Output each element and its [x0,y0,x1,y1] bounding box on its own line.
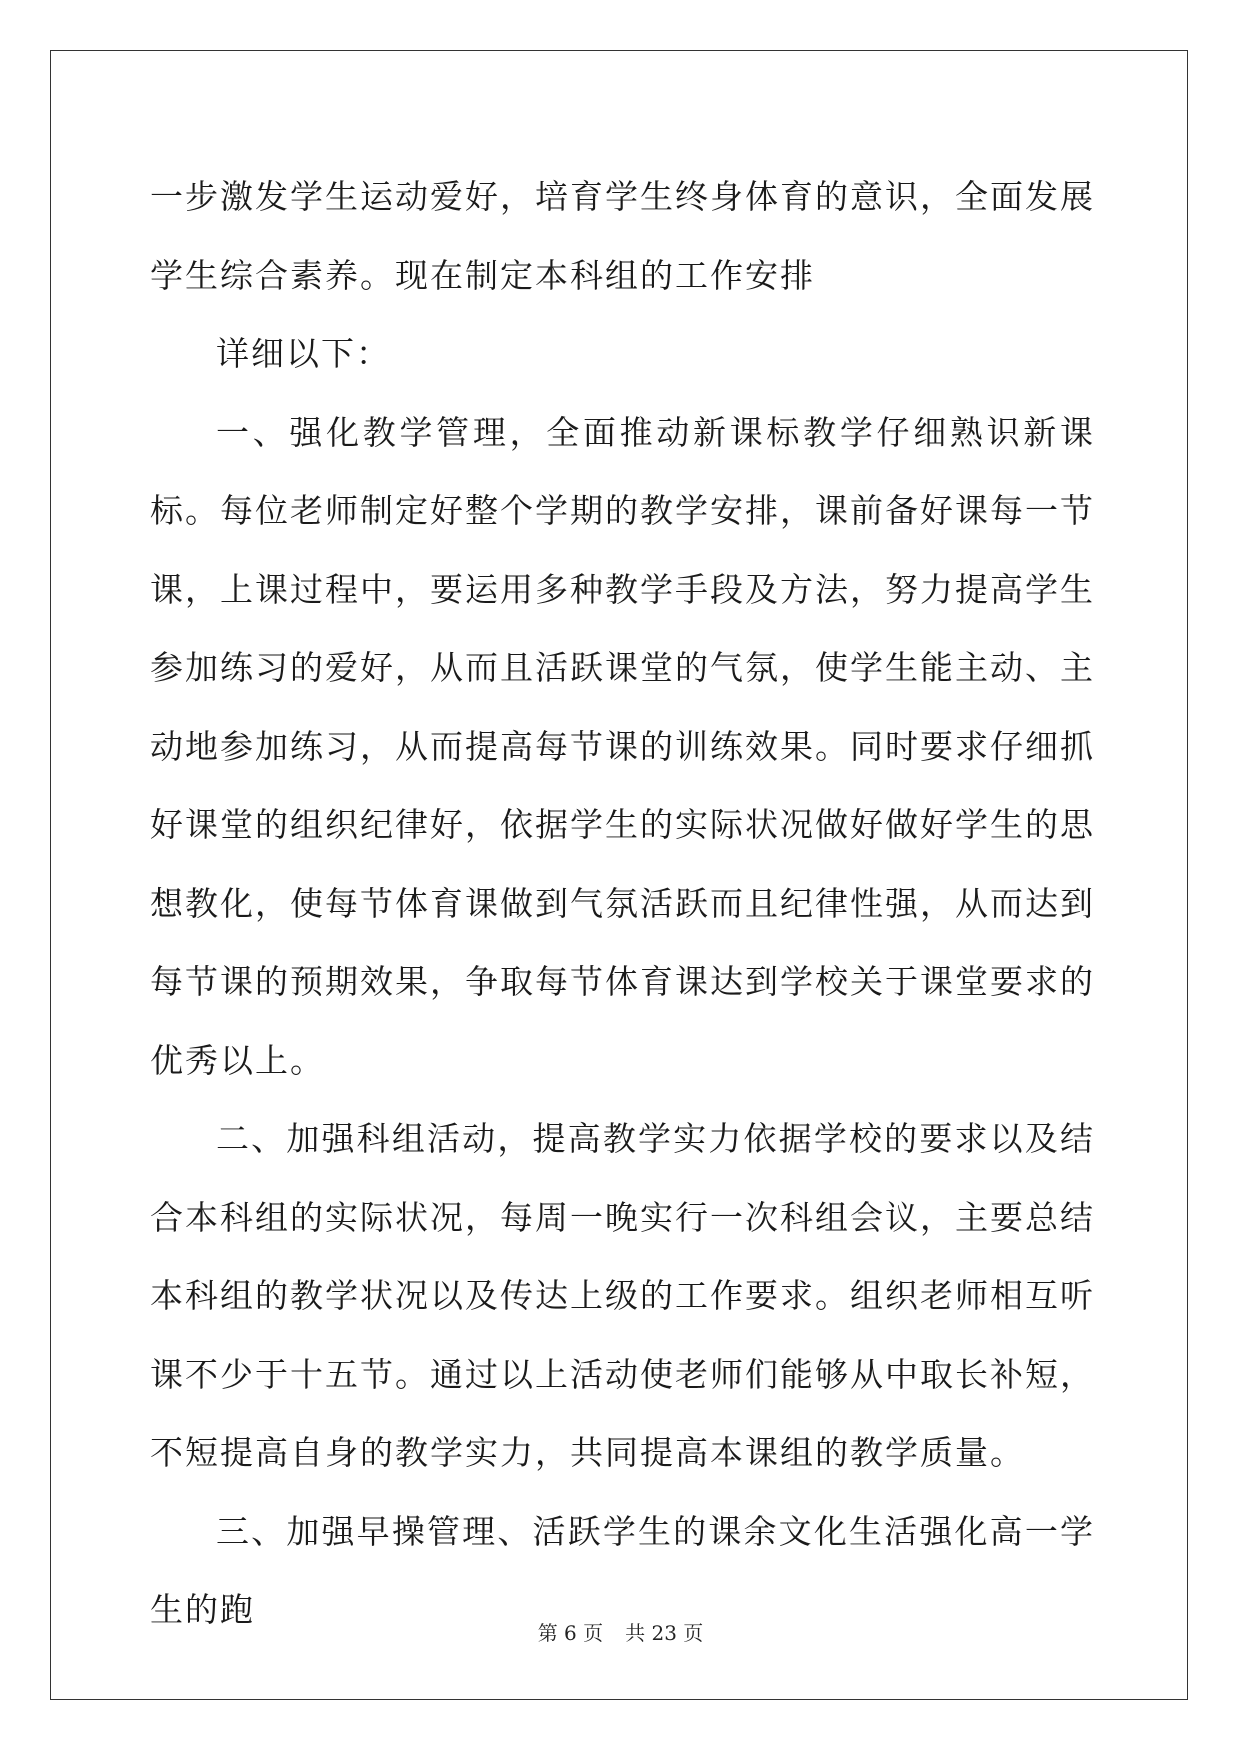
paragraph: 一步激发学生运动爱好，培育学生终身体育的意识，全面发展学生综合素养。现在制定本科组的工作安排 [150,177,1095,295]
document-body [150,158,1095,1650]
paragraph: 详细以下： [216,334,391,373]
page-footer [0,1617,1241,1646]
paragraph: 二、加强科组活动，提高教学实力依据学校的要求以及结合本科组的实际状况，每周一晚实行一次科组会议，主要总结本科组的教学状况以及传达上级的工作要求。组织老师相互听课不少于十五节。通过以上活动使老师们能够从中取长补短，不短提高自身的教学实力，共同提高本课组的教学质量。 [150,1119,1095,1472]
page-total: 共 23 页 [625,1621,704,1645]
paragraph: 一、强化教学管理，全面推动新课标教学仔细熟识新课标。每位老师制定好整个学期的教学安排，课前备好课每一节课，上课过程中，要运用多种教学手段及方法，努力提高学生参加练习的爱好，从而且活跃课堂的气氛，使学生能主动、主动地参加练习，从而提高每节课的训练效果。同时要求仔细抓好课堂的组织纪律好，依据学生的实际状况做好做好学生的思想教化，使每节体育课做到气氛活跃而且纪律性强，从而达到每节课的预期效果，争取每节体育课达到学校关于课堂要求的优秀以上。 [150,412,1095,1080]
page-number: 第 6 页 [537,1621,604,1645]
paragraph: 三、加强早操管理、活跃学生的课余文化生活强化高一学生的跑 [150,1511,1095,1629]
